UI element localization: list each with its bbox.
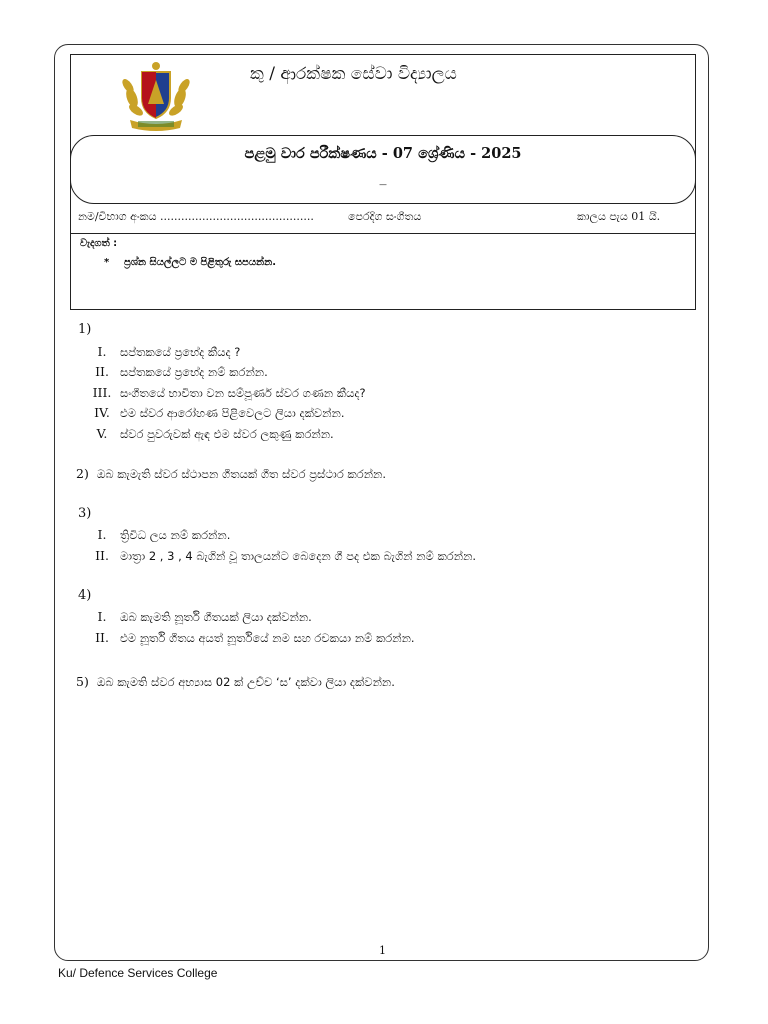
question-2-number: 2)	[76, 466, 89, 481]
note-text: ප්‍රශ්න සියල්ලට ම පිළිතුරු සපයන්න.	[124, 257, 277, 268]
page-number: 1	[379, 944, 386, 957]
q4-sub-1: I. ඔබ කැමති නූර්ති ගීතයක් ලියා දක්වන්න.	[97, 609, 312, 624]
q1-sub-5: V. ස්වර පුවරුවක් ඇඳ එම ස්වර ලකුණු කරන්න.	[96, 426, 334, 441]
question-2	[76, 466, 386, 482]
time-label: කාලය පැය 01 යි.	[577, 210, 661, 223]
q1-sub-2: II. සප්තකයේ ප්‍රභේද නම් කරන්න.	[95, 364, 268, 379]
info-row	[70, 204, 696, 234]
question-3-number: 3)	[78, 506, 92, 521]
q1-sub-4: IV. එම ස්වර ආරෝහණ පිළිවෙලට ලියා දක්වන්න.	[94, 405, 345, 420]
bullet-star: *	[104, 257, 110, 268]
q1-sub-3: III. සංගීතයේ භාවිතා වන සම්පූර්ණ ස්වර ගණන කීයද?	[92, 385, 366, 400]
question-5	[76, 674, 395, 690]
question-1-number: 1)	[78, 322, 92, 337]
exam-dash: _	[379, 170, 387, 186]
q1-sub-1: I. සප්තකයේ ප්‍රභේද කීයද ?	[97, 344, 241, 359]
q3-sub-2: II. මාත්‍රා 2 , 3 , 4 බැගින් වූ තාලයන්ට බෙදෙන ගී පද එක බැගින් නම් කරන්න.	[95, 548, 477, 563]
exam-title: පළමු වාර පරීක්ෂණය - 07 ශ්‍රේණිය - 2025	[244, 145, 522, 162]
q3-sub-1: I. ත්‍රිවිධ ලය නම් කරන්න.	[97, 527, 231, 542]
question-2-text: ඔබ කැමැති ස්වර ස්ථාපන ගීතයක් ගීත ස්වර ප්‍රස්ථාර කරන්න.	[96, 467, 387, 481]
index-label: නම/විභාග අංකය ............................................	[78, 210, 314, 223]
footer-text: Ku/ Defence Services College	[58, 966, 218, 980]
question-5-text: ඔබ කැමති ස්වර අභ්‍යාස 02 ක් උච්ච ‘ස’ දක්වා ලියා දක්වන්න.	[96, 675, 395, 689]
exam-banner	[70, 135, 696, 204]
school-name: කු / ආරක්ෂක සේවා විද්‍යාලය	[250, 64, 457, 84]
q4-sub-2: II. එම නූර්ති ගීතය අයත් නූර්තියේ නම සහ රචකයා නම් කරන්න.	[95, 630, 415, 645]
subject-label: පෙරදිග සංගීතය	[348, 210, 422, 223]
question-5-number: 5)	[76, 674, 89, 689]
school-crest-logo	[120, 58, 192, 134]
note-item	[104, 257, 276, 268]
question-4-number: 4)	[78, 588, 92, 603]
note-heading: වැදගත් :	[80, 238, 118, 249]
